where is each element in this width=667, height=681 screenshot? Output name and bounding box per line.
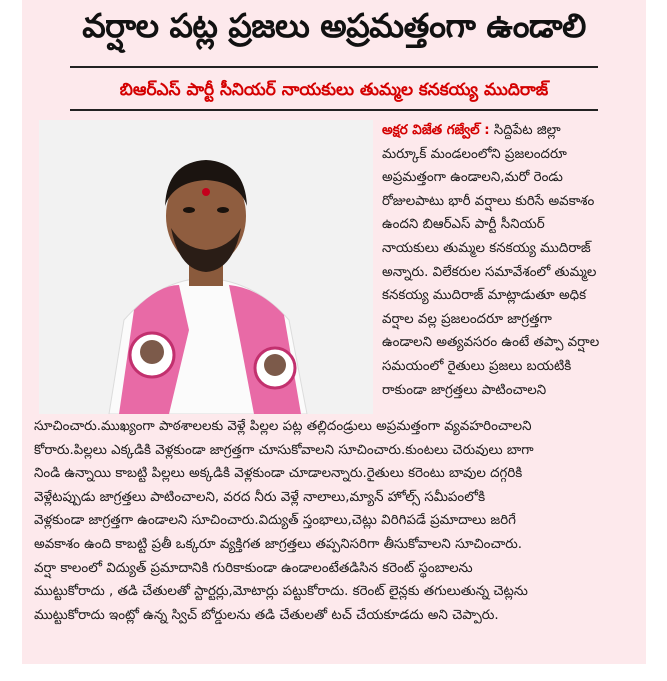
divider-bottom [70, 109, 598, 111]
article-line: వెళ్లకుండా జాగ్రత్తగా ఉండాలని సూచించారు.విద్యుత్ స్తంభాలు,చెట్లు విరిగిపడే ప్రమాదాలు జరిగే [34, 513, 516, 529]
article-line: నాయకులు తుమ్మల కనకయ్య ముదిరాజ్ [382, 240, 591, 256]
article-line: మర్కూక్ మండలంలోని ప్రజలందరూ [382, 146, 567, 162]
article-line: రోజులపాటు భారీ వర్షాలు కురిసే అవకాశం [382, 193, 595, 209]
article-line: వర్షా కాలంలో విద్యుత్ ప్రమాదానికి గురికాకుండా ఉండాలంటేతడిసిన కరెంట్ స్థంబాలను [34, 560, 473, 576]
article-line: అప్రమత్తంగా ఉండాలని,మరో రెండు [382, 170, 563, 186]
article-line: ముట్టుకోరాదు , తడి చేతులతో స్టార్టర్లు,మోటార్లు పట్టుకోరాదు. కరెంట్ లైన్లకు తగులుతున్న చెట్లను [34, 584, 528, 600]
article-line: సూచించారు.ముఖ్యంగా పాఠశాలలకు వెళ్లే పిల్లల పట్ల తల్లిదండ్రులు అప్రమత్తంగా వ్యవహరించాలని [34, 419, 532, 434]
article-line: నిండి ఉన్నాయి కాబట్టి పిల్లలు అక్కడికి వెళ్లకుండా చూడాలన్నారు.రైతులు కరెంటు బావుల దగ్గరికి [34, 466, 523, 482]
headline: వర్షాల పట్ల ప్రజలు అప్రమత్తంగా ఉండాలి [82, 6, 586, 45]
news-clipping [22, 0, 646, 664]
article-line: రాకుండా జాగ్రత్తలు పాటించాలని [382, 382, 547, 398]
article-line: అవకాశం ఉంది కాబట్టి ప్రతీ ఒక్కరూ వ్యక్తిగత జాగ్రత్తలు తప్పనిసరిగా తీసుకోవాలని సూచించారు. [34, 536, 523, 552]
subheadline: బిఆర్ఎస్ పార్టీ సీనియర్ నాయకులు తుమ్మల కనకయ్య ముదిరాజ్ [119, 80, 549, 100]
article-line: అన్నారు. విలేకరుల సమావేశంలో తుమ్మల [382, 264, 597, 280]
divider-top [70, 66, 598, 68]
article-line: కనకయ్య ముదిరాజ్ మాట్లాడుతూ అధిక [382, 288, 587, 304]
article-line: ఉందని బిఆర్ఎస్ పార్టీ సీనియర్ [382, 217, 545, 233]
article-column [382, 119, 636, 402]
article-line: ముట్టుకోరాదు ఇంట్లో ఉన్న స్విచ్ బోర్డులను తడి చేతులతో టచ్ చేయకూడదు అని చెప్పారు. [34, 607, 499, 623]
article-body [34, 415, 642, 627]
article-line: అక్షర విజేత గజ్వేల్ : సిద్దిపేట జిల్లా [382, 123, 561, 138]
article-line: కోరారు.పిల్లలు ఎక్కడికి వెళ్లకుండా జాగ్రత్తగా చూసుకోవాలని సూచించారు.కుంటలు చెరువులు బాగా [34, 442, 534, 458]
article-line: వర్షాల వల్ల ప్రజలందరూ జాగ్రత్తగా [382, 311, 552, 327]
article-line: సమయంలో రైతులు ప్రజలు బయటికి [382, 358, 572, 374]
portrait-illustration [39, 120, 373, 414]
portrait-photo [39, 120, 373, 414]
article-line: ఉండాలని అత్యవసరం ఉంటే తప్పా వర్షాల [382, 335, 600, 351]
article-line: వెళ్లేటప్పుడు జాగ్రత్తలు పాటించాలని, వరద నీరు వెళ్లే నాలాలు,మ్యాన్ హోల్స్ సమీపంలోకి [34, 489, 486, 505]
dateline: అక్షర విజేత గజ్వేల్ : [382, 123, 490, 138]
